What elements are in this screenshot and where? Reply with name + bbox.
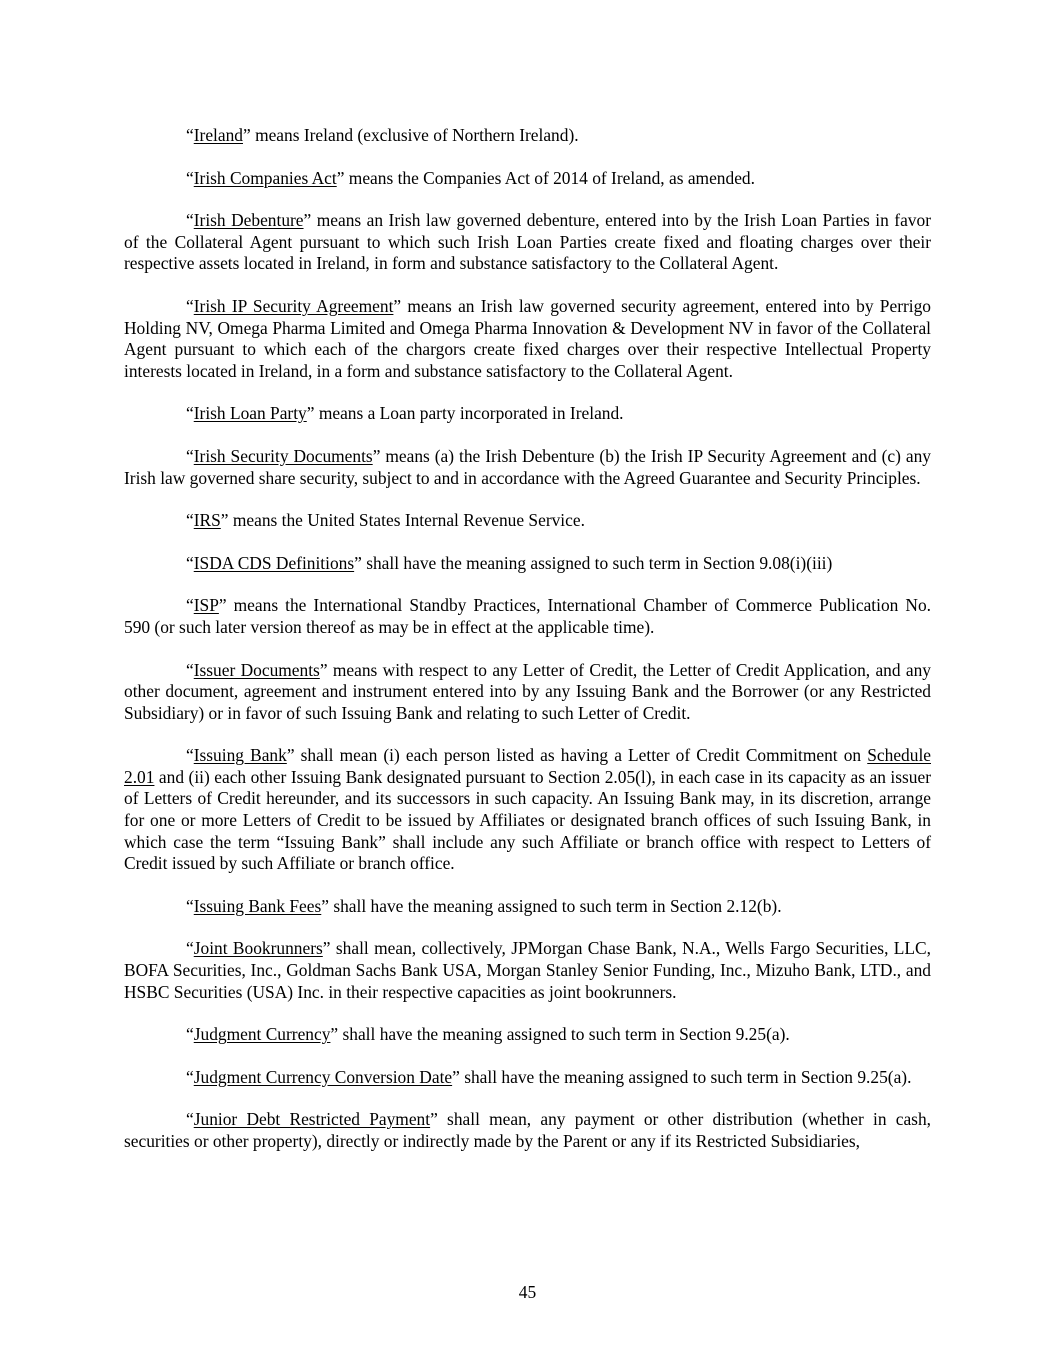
definition-ireland: “Ireland” means Ireland (exclusive of Northern Ireland). — [186, 125, 579, 145]
defined-term: Judgment Currency — [193, 1024, 331, 1045]
definition-irish-security-documents: “Irish Security Documents” means (a) the Irish Debenture (b) the Irish IP Security Agreement and (c) any Irish law governed share security, subject to and in accordance with the Agreed Guarantee and Security Principles. — [124, 445, 931, 488]
defined-term: Joint Bookrunners — [193, 938, 323, 959]
definition-text-continued: and (ii) each other Issuing Bank designated pursuant to Section 2.05(l), in each case in its capacity as an issuer of Letters of Credit hereunder, and its successors in such capacity. An Issuing Bank may, in its discretion, arrange for one or more Letters of Credit to be issued by Affiliates or designated branch offices of such Issuing Bank, in which case the term “Issuing Bank” shall include any such Affiliate or branch office with respect to Letters of Credit issued by such Affiliate or branch office. — [124, 766, 931, 874]
definition-joint-bookrunners: “Joint Bookrunners” shall mean, collectively, JPMorgan Chase Bank, N.A., Wells Fargo Securities, LLC, BOFA Securities, Inc., Goldman Sachs Bank USA, Morgan Stanley Senior Funding, Inc., Mizuho Bank, LTD., and HSBC Securities (USA) Inc. in their respective capacities as joint bookrunners. — [124, 938, 931, 1002]
definition-isda-cds-definitions: “ISDA CDS Definitions” shall have the meaning assigned to such term in Section 9.08(i)(iii) — [186, 552, 833, 573]
definition-issuing-bank-fees: “Issuing Bank Fees” shall have the meaning assigned to such term in Section 2.12(b). — [186, 895, 782, 916]
definition-text: means an Irish law governed debenture, entered into by the Irish Loan Parties in favor of the Collateral Agent pursuant to which such Irish Loan Parties create fixed and floating charges over their respective assets located in Ireland, in form and substance satisfactory to the Collateral Agent. — [124, 210, 931, 274]
defined-term: Irish Loan Party — [193, 403, 307, 424]
definition-irish-debenture: “Irish Debenture” means an Irish law governed debenture, entered into by the Irish Loan Parties in favor of the Collateral Agent pursuant to which such Irish Loan Parties create fixed and floating charges over their respective assets located in Ireland, in form and substance satisfactory to the Collateral Agent. — [124, 210, 931, 274]
defined-term: Junior Debt Restricted Payment — [193, 1109, 431, 1130]
definition-judgment-currency-conversion-date: “Judgment Currency Conversion Date” shall have the meaning assigned to such term in Section 9.25(a). — [186, 1066, 912, 1087]
definition-text: means the International Standby Practices, International Chamber of Commerce Publication No. 590 (or such later version thereof as may be in effect at the applicable time). — [124, 595, 931, 637]
definition-text: shall mean (i) each person listed as having a Letter of Credit Commitment on — [294, 745, 868, 766]
defined-term: Judgment Currency Conversion Date — [193, 1066, 453, 1087]
defined-term: Irish Security Documents — [193, 445, 373, 466]
definition-issuer-documents: “Issuer Documents” means with respect to any Letter of Credit, the Letter of Credit Application, and any other document, agreement and instrument entered into by any Issuing Bank and the Borrower (or any Restricted Subsidiary) or in favor of such Issuing Bank and relating to such Letter of Credit. — [124, 659, 931, 723]
definition-issuing-bank: “Issuing Bank” shall mean (i) each person listed as having a Letter of Credit Commitment on Schedule 2.01 and (ii) each other Issuing Bank designated pursuant to Section 2.05(l), in each case in its capacity as an issuer of Letters of Credit hereunder, and its successors in such capacity. An Issuing Bank may, in its discretion, arrange for one or more Letters of Credit to be issued by Affiliates or designated branch offices of such Issuing Bank, in which case the term “Issuing Bank” shall include any such Affiliate or branch office with respect to Letters of Credit issued by such Affiliate or branch office. — [124, 745, 931, 874]
schedule-reference: Schedule 2.01 — [124, 745, 931, 787]
defined-term: Issuer Documents — [193, 659, 320, 680]
definition-text: shall mean, any payment or other distribution (whether in cash, securities or other property), directly or indirectly made by the Parent or any if its Restricted Subsidiaries, — [124, 1109, 931, 1151]
defined-term: Irish IP Security Agreement — [193, 295, 394, 316]
defined-term: Irish Companies Act — [193, 167, 337, 188]
definition-text: means an Irish law governed security agreement, entered into by Perrigo Holding NV, Omega Pharma Limited and Omega Pharma Innovation & Development NV in favor of the Collateral Agent pursuant to which each of the chargors create fixed charges over their respective Intellectual Property interests located in Ireland, in a form and substance satisfactory to the Collateral Agent. — [124, 295, 931, 381]
definition-text: shall have the meaning assigned to such term in Section 9.25(a). — [459, 1066, 912, 1087]
definition-isp: “ISP” means the International Standby Practices, International Chamber of Commerce Publication No. 590 (or such later version thereof as may be in effect at the applicable time). — [124, 595, 931, 637]
defined-term: Irish Debenture — [193, 210, 304, 231]
definition-irish-ip-security-agreement: “Irish IP Security Agreement” means an Irish law governed security agreement, entered into by Perrigo Holding NV, Omega Pharma Limited and Omega Pharma Innovation & Development NV in favor of the Collateral Agent pursuant to which each of the chargors create fixed charges over their respective Intellectual Property interests located in Ireland, in a form and substance satisfactory to the Collateral Agent. — [124, 295, 931, 381]
definition-irish-loan-party: “Irish Loan Party” means a Loan party incorporated in Ireland. — [186, 403, 624, 424]
page-number: 45 — [518, 1282, 537, 1302]
defined-term: Issuing Bank — [193, 745, 287, 766]
defined-term: ISP — [193, 595, 219, 616]
definition-text: shall have the meaning assigned to such term in Section 2.12(b). — [329, 895, 782, 916]
definition-judgment-currency: “Judgment Currency” shall have the meaning assigned to such term in Section 9.25(a). — [186, 1024, 790, 1045]
definition-irs: “IRS” means the United States Internal Revenue Service. — [186, 510, 585, 531]
definition-junior-debt-restricted-payment: “Junior Debt Restricted Payment” shall mean, any payment or other distribution (whether in cash, securities or other property), directly or indirectly made by the Parent or any if its Restricted Subsidiaries, — [124, 1109, 931, 1151]
defined-term: ISDA CDS Definitions — [193, 552, 355, 573]
definition-text: means a Loan party incorporated in Ireland. — [314, 403, 624, 424]
definition-text: shall mean, collectively, JPMorgan Chase Bank, N.A., Wells Fargo Securities, LLC, BOFA Securities, Inc., Goldman Sachs Bank USA, Morgan Stanley Senior Funding, Inc., Mizuho Bank, LTD., and HSBC Securities (USA) Inc. in their respective capacities as joint bookrunners. — [124, 938, 931, 1002]
defined-term: IRS — [193, 510, 221, 531]
definition-text: means Ireland (exclusive of Northern Ireland). — [250, 125, 579, 145]
definition-text: shall have the meaning assigned to such term in Section 9.08(i)(iii) — [361, 552, 833, 573]
definition-irish-companies-act: “Irish Companies Act” means the Companies Act of 2014 of Ireland, as amended. — [186, 167, 755, 188]
defined-term: Issuing Bank Fees — [193, 895, 322, 916]
definition-text: shall have the meaning assigned to such term in Section 9.25(a). — [338, 1024, 790, 1045]
defined-term: Ireland — [193, 125, 243, 145]
definition-text: means (a) the Irish Debenture (b) the Irish IP Security Agreement and (c) any Irish law governed share security, subject to and in accordance with the Agreed Guarantee and Security Principles. — [124, 445, 931, 488]
definition-text: means the Companies Act of 2014 of Ireland, as amended. — [344, 167, 755, 188]
definition-text: means with respect to any Letter of Credit, the Letter of Credit Application, and any other document, agreement and instrument entered into by any Issuing Bank and the Borrower (or any Restricted Subsidiary) or in favor of such Issuing Bank and relating to such Letter of Credit. — [124, 659, 931, 723]
document-body — [124, 125, 931, 1174]
definition-text: means the United States Internal Revenue Service. — [228, 510, 585, 531]
